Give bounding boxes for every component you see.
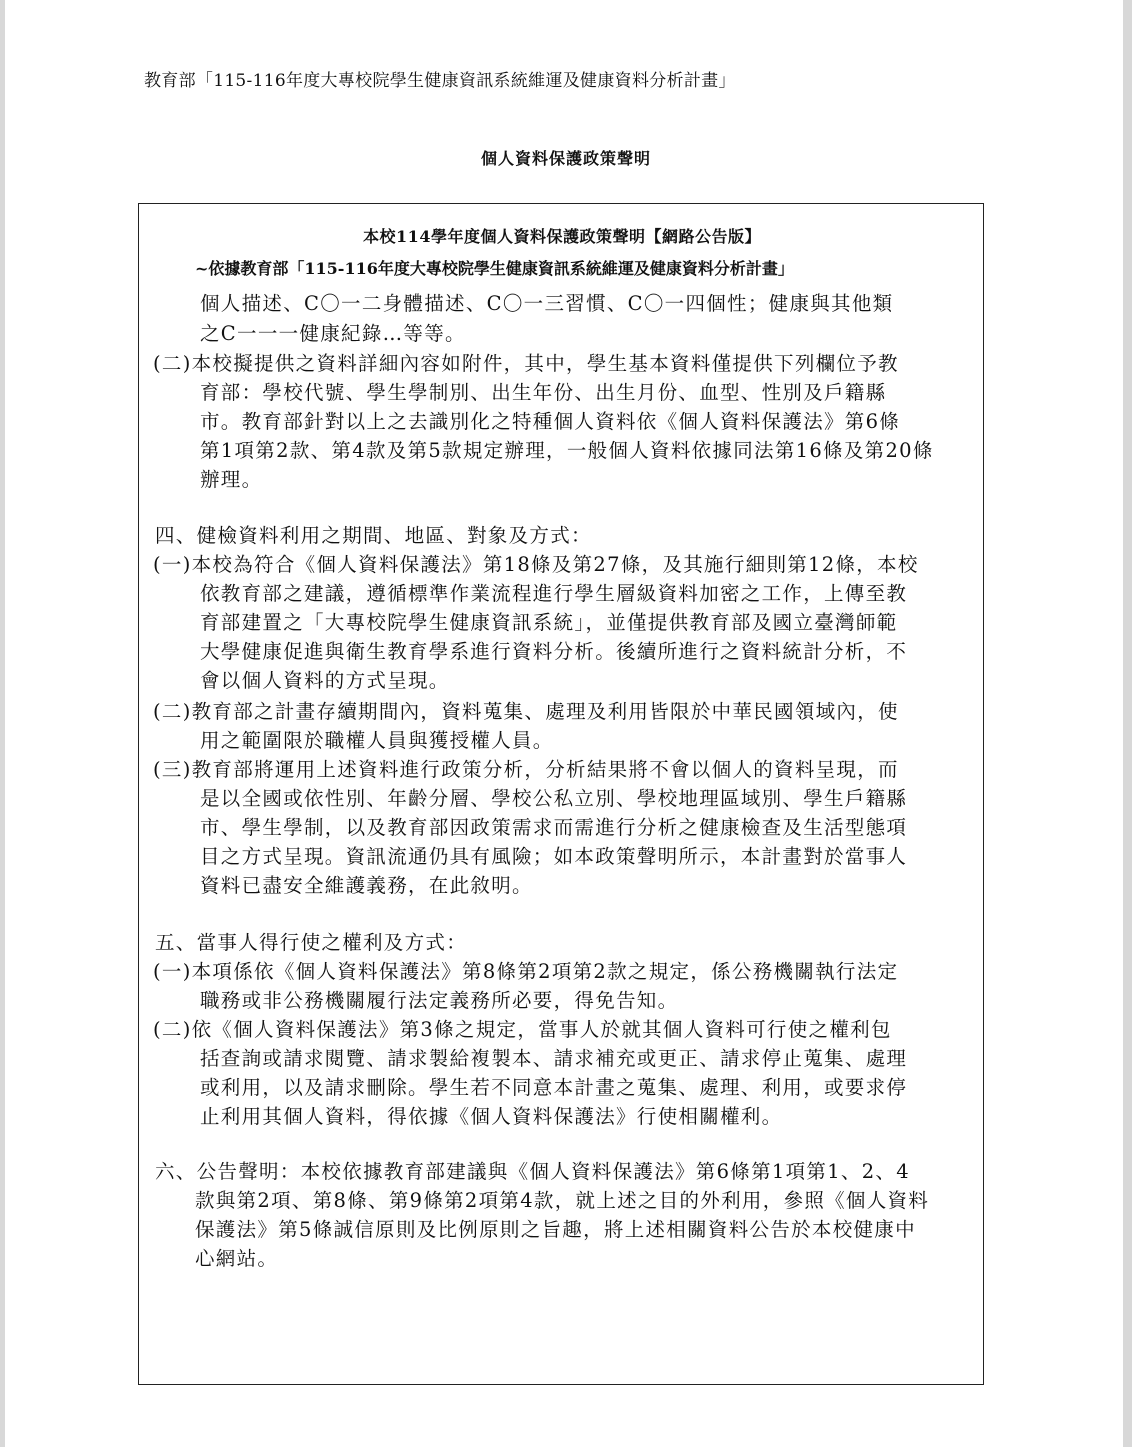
text-line: 括查詢或請求閱覽、請求製給複製本、請求補充或更正、請求停止蒐集、處理: [200, 1047, 908, 1070]
text-line: 大學健康促進與衛生教育學系進行資料分析。後續所進行之資料統計分析，不: [200, 640, 908, 663]
box-title: 本校114學年度個人資料保護政策聲明【網路公告版】: [363, 227, 761, 246]
text-line: 資料已盡安全維護義務，在此敘明。: [200, 874, 533, 897]
text-line: 款與第2項、第8條、第9條第2項第4款，就上述之目的外利用，參照《個人資料: [195, 1189, 930, 1212]
text-line: (一)本項係依《個人資料保護法》第8條第2項第2款之規定，係公務機關執行法定: [153, 960, 899, 983]
text-line: (二)本校擬提供之資料詳細內容如附件，其中，學生基本資料僅提供下列欄位予教: [153, 352, 899, 375]
text-line: 市。教育部針對以上之去識別化之特種個人資料依《個人資料保護法》第6條: [200, 410, 901, 433]
section-heading: 四、健檢資料利用之期間、地區、對象及方式：: [155, 524, 592, 547]
text-line: 育部：學校代號、學生學制別、出生年份、出生月份、血型、性別及戶籍縣: [200, 381, 887, 404]
text-line: (二)教育部之計畫存續期間內，資料蒐集、處理及利用皆限於中華民國領域內，使: [153, 700, 899, 723]
text-line: 用之範圍限於職權人員與獲授權人員。: [200, 729, 554, 752]
text-line: 第1項第2款、第4款及第5款規定辦理，一般個人資料依據同法第16條及第20條: [200, 439, 934, 462]
text-line: 保護法》第5條誠信原則及比例原則之旨趣，將上述相關資料公告於本校健康中: [195, 1218, 916, 1241]
text-line: 個人描述、C〇一二身體描述、C〇一三習慣、C〇一四個性；健康與其他類: [200, 292, 894, 315]
section-heading: 六、公告聲明：本校依據教育部建議與《個人資料保護法》第6條第1項第1、2、4: [155, 1160, 910, 1183]
text-line: 育部建置之「大專校院學生健康資訊系統」，並僅提供教育部及國立臺灣師範: [200, 611, 898, 634]
page-edge-left: [0, 0, 5, 1447]
text-line: 之C一一一健康紀錄…等等。: [200, 322, 466, 345]
document-title: 個人資料保護政策聲明: [480, 149, 651, 168]
text-line: 是以全國或依性別、年齡分層、學校公私立別、學校地理區域別、學生戶籍縣: [200, 787, 908, 810]
section-heading: 五、當事人得行使之權利及方式：: [155, 931, 468, 954]
text-line: 或利用，以及請求刪除。學生若不同意本計畫之蒐集、處理、利用，或要求停: [200, 1076, 908, 1099]
text-line: (二)依《個人資料保護法》第3條之規定，當事人於就其個人資料可行使之權利包: [153, 1018, 892, 1041]
text-line: 止利用其個人資料，得依據《個人資料保護法》行使相關權利。: [200, 1105, 783, 1128]
text-line: 目之方式呈現。資訊流通仍具有風險；如本政策聲明所示，本計畫對於當事人: [200, 845, 908, 868]
box-subtitle: ~依據教育部「115-116年度大專校院學生健康資訊系統維運及健康資料分析計畫」: [195, 259, 794, 278]
text-line: (一)本校為符合《個人資料保護法》第18條及第27條，及其施行細則第12條，本校: [153, 553, 919, 576]
text-line: 會以個人資料的方式呈現。: [200, 669, 450, 692]
page-edge-right: [1123, 0, 1132, 1447]
text-line: 辦理。: [200, 468, 263, 491]
text-line: 市、學生學制，以及教育部因政策需求而需進行分析之健康檢查及生活型態項: [200, 816, 908, 839]
text-line: 心網站。: [195, 1247, 279, 1270]
text-line: 依教育部之建議，遵循標準作業流程進行學生層級資料加密之工作，上傳至教: [200, 582, 908, 605]
text-line: 職務或非公務機關履行法定義務所必要，得免告知。: [200, 989, 679, 1012]
plan-reference-header: 教育部「115-116年度大專校院學生健康資訊系統維運及健康資料分析計畫」: [144, 71, 736, 91]
text-line: (三)教育部將運用上述資料進行政策分析，分析結果將不會以個人的資料呈現，而: [153, 758, 899, 781]
